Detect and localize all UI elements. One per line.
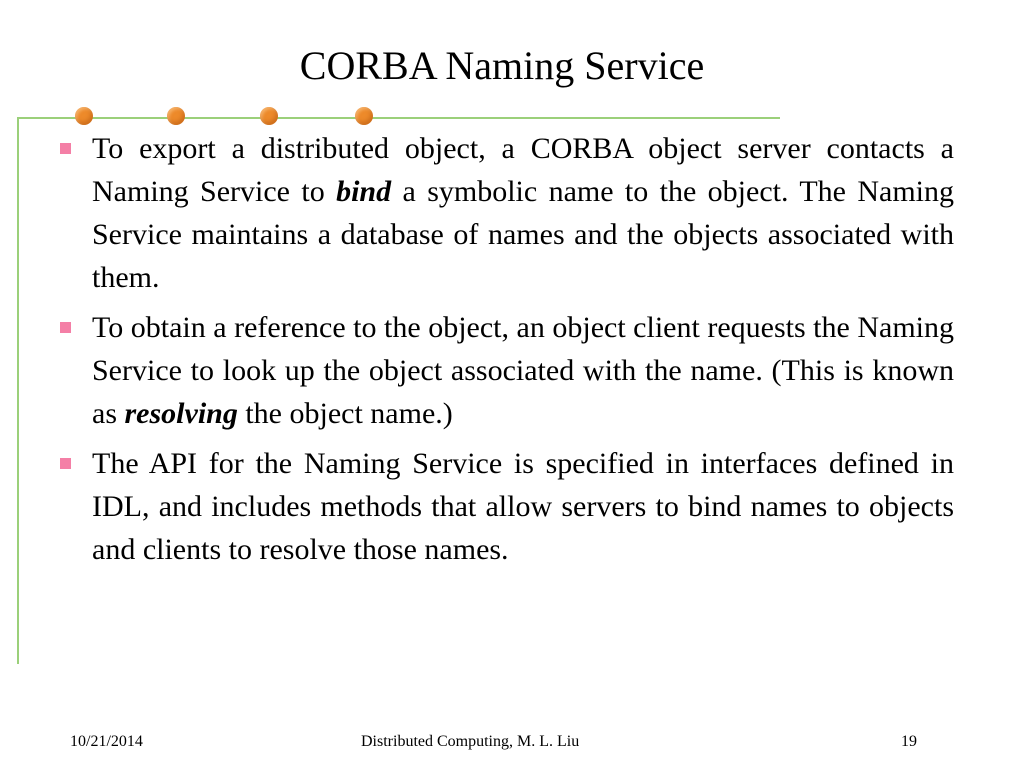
footer-date: 10/21/2014 xyxy=(70,733,143,750)
bullet-text xyxy=(92,306,954,435)
bullet-text-part: a symbolic name to the object. The Naming Service maintains a database of names and the objects associated with them. xyxy=(92,175,954,294)
bullet-item xyxy=(60,127,954,299)
decorative-orange-dot xyxy=(167,107,185,125)
decorative-orange-dot xyxy=(260,107,278,125)
bullet-text-part: The API for the Naming Service is specified in interfaces defined in IDL, and includes methods that allow servers to bind names to objects and clients to resolve those names. xyxy=(92,447,954,566)
bullet-list xyxy=(60,127,954,578)
bullet-text-part: To obtain a reference to the object, an object client requests the Naming Service to look up the object associated with the name. (This is known as xyxy=(92,311,954,430)
page-number: 19 xyxy=(901,733,917,750)
footer-author: Distributed Computing, M. L. Liu xyxy=(361,733,580,750)
bullet-emphasis: bind xyxy=(336,175,392,208)
decorative-orange-dot xyxy=(75,107,93,125)
square-bullet-icon xyxy=(60,143,71,154)
decorative-vertical-line xyxy=(17,117,19,664)
bullet-text-part: the object name.) xyxy=(237,397,453,430)
bullet-text xyxy=(92,442,954,571)
square-bullet-icon xyxy=(60,458,71,469)
bullet-text-part: To export a distributed object, a CORBA object server contacts a Naming Service to xyxy=(92,132,954,208)
bullet-item xyxy=(60,442,954,571)
bullet-text xyxy=(92,127,954,299)
square-bullet-icon xyxy=(60,322,71,333)
decorative-horizontal-line xyxy=(18,117,780,119)
slide-title: CORBA Naming Service xyxy=(299,43,705,88)
bullet-item xyxy=(60,306,954,435)
decorative-orange-dot xyxy=(355,107,373,125)
bullet-emphasis: resolving xyxy=(124,397,238,430)
